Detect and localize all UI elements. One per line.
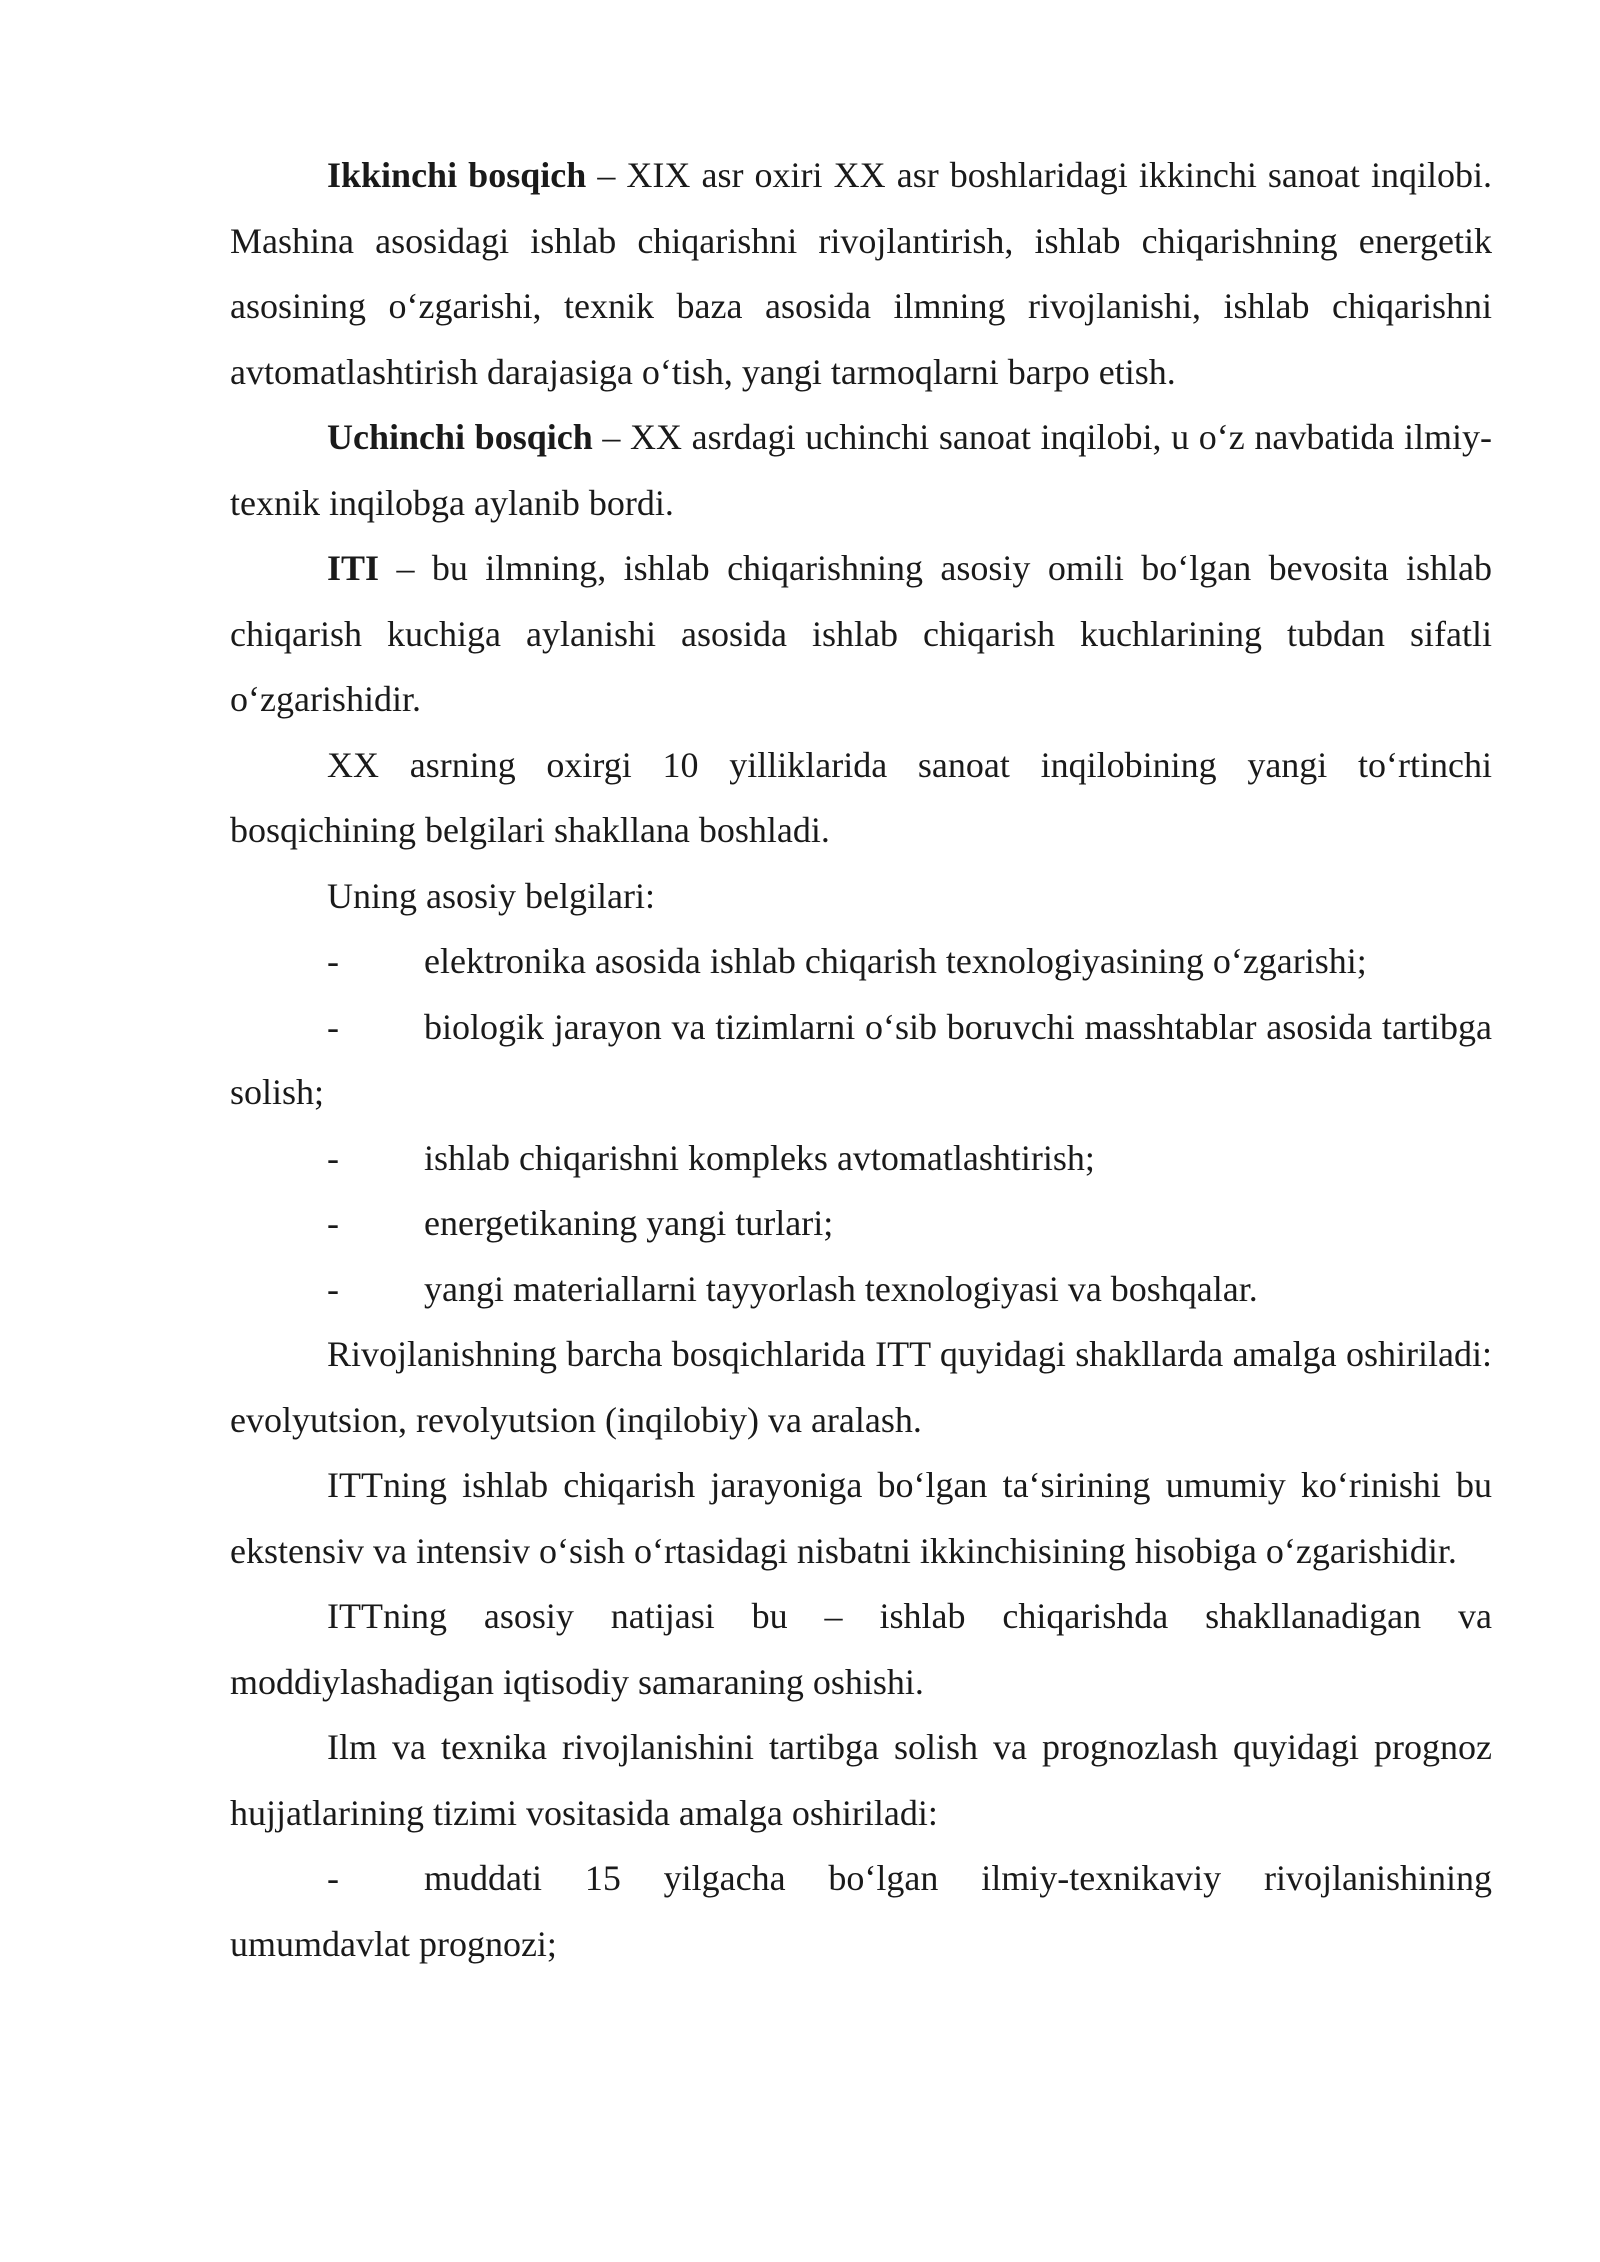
paragraph-text: Uning asosiy belgilari: — [327, 875, 655, 916]
paragraph-text: – XX asrdagi uchinchi sanoat inqilobi, u oʻz navbatida ilmiy-texnik inqilobga aylanib bordi. — [230, 417, 1493, 523]
bullet-dash: - — [327, 1203, 339, 1243]
paragraph-text: XX asrning oxirgi 10 yilliklarida sanoat inqilobining yangi toʻrtinchi bosqichining belgilari shakllana boshladi. — [230, 744, 1492, 850]
list-item-text: ishlab chiqarishni kompleks avtomatlashtirish; — [424, 1137, 1095, 1178]
paragraph-lead: Uchinchi bosqich — [327, 417, 593, 457]
list-item-text: yangi materiallarni tayyorlash texnologiyasi va boshqalar. — [424, 1268, 1258, 1309]
paragraph-text: ITTning ishlab chiqarish jarayoniga boʻlgan taʻsirining umumiy koʻrinishi bu ekstensiv va intensiv oʻsish oʻrtasidagi nisbatni ikkinchisining hisobiga oʻzgarishidir. — [230, 1465, 1492, 1571]
paragraph-ittning-tasiri — [230, 1453, 1492, 1584]
paragraph-iti — [230, 536, 1492, 733]
paragraph-text: ITTning asosiy natijasi bu – ishlab chiqarishda shakllanadigan va moddiylashadigan iqtisodiy samaraning oshishi. — [230, 1596, 1492, 1702]
paragraph-text: Rivojlanishning barcha bosqichlarida ITT quyidagi shakllarda amalga oshiriladi: evolyutsion, revolyutsion (inqilobiy) va aralash. — [230, 1334, 1492, 1440]
paragraph-xx-asrning — [230, 733, 1492, 864]
list-item — [230, 995, 1492, 1126]
bullet-dash: - — [327, 1858, 339, 1898]
bullet-dash: - — [327, 941, 339, 981]
list-item — [230, 1126, 1492, 1192]
bullet-dash: - — [327, 1006, 339, 1047]
list-item-text: energetikaning yangi turlari; — [424, 1203, 834, 1243]
paragraph-lead: ITI — [327, 548, 380, 588]
paragraph-text: Ilm va texnika rivojlanishini tartibga solish va prognozlash quyidagi prognoz hujjatlarining tizimi vositasida amalga oshiriladi: — [230, 1727, 1492, 1833]
list-item — [230, 1257, 1492, 1323]
document-page — [230, 143, 1492, 1977]
paragraph-asosiy-belgilari — [230, 864, 1492, 930]
list-item-text: elektronika asosida ishlab chiqarish texnologiyasining oʻzgarishi; — [424, 941, 1367, 981]
paragraph-uchinchi-bosqich — [230, 405, 1492, 536]
list-item-text: muddati 15 yilgacha boʻlgan ilmiy-texnikaviy rivojlanishining umumdavlat prognozi; — [230, 1858, 1492, 1964]
paragraph-ikkinchi-bosqich — [230, 143, 1492, 405]
list-item — [230, 1846, 1492, 1977]
paragraph-text: – XIX asr oxiri XX asr boshlaridagi ikkinchi sanoat inqilobi. Mashina asosidagi ishlab chiqarishni rivojlantirish, ishlab chiqarishning energetik asosining oʻzgarishi, texnik baza asosida ilmning rivojlanishi, ishlab chiqarishni avtomatlashtirish darajasiga oʻtish, yangi tarmoqlarni barpo etish. — [230, 155, 1492, 392]
bullet-dash: - — [327, 1268, 339, 1309]
paragraph-prognozlash — [230, 1715, 1492, 1846]
bullet-dash: - — [327, 1137, 339, 1178]
list-item — [230, 1191, 1492, 1257]
paragraph-lead: Ikkinchi bosqich — [327, 155, 587, 195]
paragraph-text: – bu ilmning, ishlab chiqarishning asosiy omili boʻlgan bevosita ishlab chiqarish kuchiga aylanishi asosida ishlab chiqarish kuchlarining tubdan sifatli oʻzgarishidir. — [230, 548, 1492, 719]
list-item — [230, 929, 1492, 995]
paragraph-rivojlanishning — [230, 1322, 1492, 1453]
list-item-text: biologik jarayon va tizimlarni oʻsib boruvchi masshtablar asosida tartibga solish; — [230, 1006, 1492, 1112]
paragraph-ittning-natijasi — [230, 1584, 1492, 1715]
